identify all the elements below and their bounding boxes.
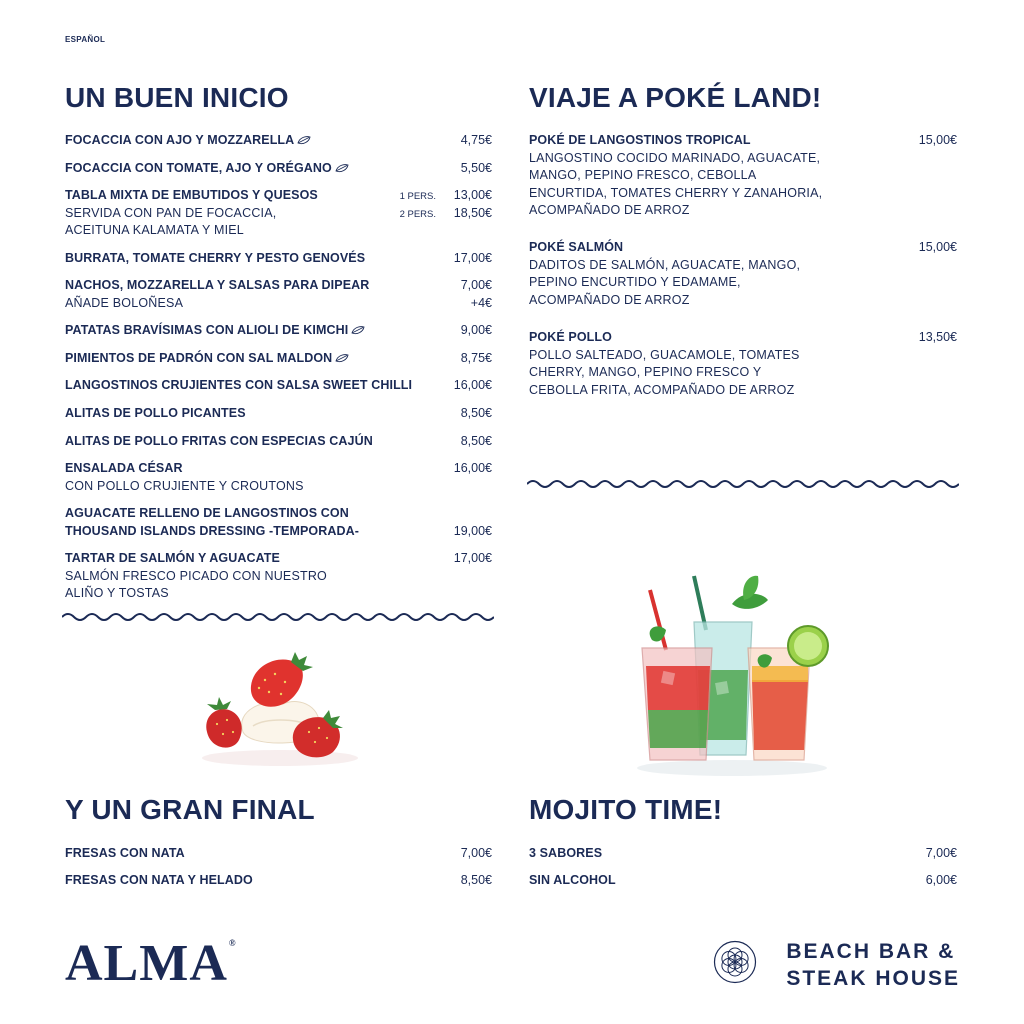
brand-name: ALMA xyxy=(65,935,228,992)
item-description: SERVIDA CON PAN DE FOCACCIA, xyxy=(65,205,277,220)
language-label: ESPAÑOL xyxy=(65,35,106,44)
item-name: ALITAS DE POLLO FRITAS CON ESPECIAS CAJÚN xyxy=(65,434,373,448)
item-name: TARTAR DE SALMÓN Y AGUACATE xyxy=(65,551,280,565)
item-name: POKÉ DE LANGOSTINOS TROPICAL xyxy=(529,133,751,147)
item-description: PEPINO ENCURTIDO Y EDAMAME, xyxy=(529,275,741,289)
tagline-line-1: BEACH BAR & xyxy=(786,940,956,963)
item-price: 8,50€ xyxy=(460,434,492,448)
item-price: +4€ xyxy=(470,295,492,310)
menu-item xyxy=(65,187,492,240)
wave-divider xyxy=(527,477,959,491)
item-description: SALMÓN FRESCO PICADO CON NUESTRO xyxy=(65,568,327,583)
item-description: CEBOLLA FRITA, ACOMPAÑADO DE ARROZ xyxy=(529,382,795,397)
poke-title: VIAJE A POKÉ LAND! xyxy=(529,82,822,113)
leaf-icon xyxy=(297,135,311,145)
item-price: 7,00€ xyxy=(925,846,957,860)
item-name: PATATAS BRAVÍSIMAS CON ALIOLI DE KIMCHI xyxy=(65,323,349,337)
menu-item xyxy=(65,460,492,495)
item-name: SIN ALCOHOL xyxy=(529,873,616,887)
item-price: 13,00€ xyxy=(453,188,492,202)
item-price: 7,00€ xyxy=(460,846,492,860)
item-name: ENSALADA CÉSAR xyxy=(65,461,183,475)
item-price: 8,75€ xyxy=(460,351,492,365)
item-name: NACHOS, MOZZARELLA Y SALSAS PARA DIPEAR xyxy=(65,278,370,292)
item-name: POKÉ SALMÓN xyxy=(529,240,624,254)
item-name: FRESAS CON NATA xyxy=(65,846,185,860)
menu-item xyxy=(65,132,492,150)
item-price: 9,00€ xyxy=(460,323,492,337)
menu-item xyxy=(65,160,492,178)
item-description: CON POLLO CRUJIENTE Y CROUTONS xyxy=(65,478,304,493)
mojito-title: MOJITO TIME! xyxy=(529,794,723,825)
menu-item xyxy=(65,872,492,890)
item-description: LANGOSTINO COCIDO MARINADO, AGUACATE, xyxy=(529,150,821,165)
menu-item xyxy=(65,377,492,395)
item-description: ACEITUNA KALAMATA Y MIEL xyxy=(65,223,244,237)
item-price: 4,75€ xyxy=(460,133,492,147)
item-price: 8,50€ xyxy=(460,406,492,420)
leaf-icon xyxy=(335,163,349,173)
starters-title: UN BUEN INICIO xyxy=(65,82,289,113)
menu-item xyxy=(65,433,492,451)
item-price: 17,00€ xyxy=(453,551,492,565)
item-name: ALITAS DE POLLO PICANTES xyxy=(65,406,246,420)
item-description: ENCURTIDA, TOMATES CHERRY Y ZANAHORIA, xyxy=(529,185,823,200)
menu-item xyxy=(65,250,492,268)
item-name: POKÉ POLLO xyxy=(529,330,612,344)
menu-item xyxy=(65,322,492,340)
item-price: 19,00€ xyxy=(453,523,492,538)
item-price: 16,00€ xyxy=(453,461,492,475)
item-price: 8,50€ xyxy=(460,873,492,887)
leaf-icon xyxy=(351,325,365,335)
strawberries-cream-illustration xyxy=(195,640,365,770)
item-name: LANGOSTINOS CRUJIENTES CON SALSA SWEET CHILLI xyxy=(65,378,413,392)
item-description: MANGO, PEPINO FRESCO, CEBOLLA xyxy=(529,168,757,182)
item-description: ALIÑO Y TOSTAS xyxy=(65,586,169,600)
menu-item xyxy=(65,350,492,368)
item-name-line2: THOUSAND ISLANDS DRESSING -TEMPORADA- xyxy=(65,523,359,538)
item-description: ACOMPAÑADO DE ARROZ xyxy=(529,292,690,307)
item-price: 7,00€ xyxy=(460,278,492,292)
item-price: 5,50€ xyxy=(460,161,492,175)
mojito-glasses-illustration xyxy=(632,570,847,780)
menu-item xyxy=(65,405,492,423)
item-price: 18,50€ xyxy=(453,205,492,220)
item-name: FOCACCIA CON AJO Y MOZZARELLA xyxy=(65,133,295,147)
item-name: TABLA MIXTA DE EMBUTIDOS Y QUESOS xyxy=(65,188,318,202)
menu-item xyxy=(65,550,492,603)
flower-of-life-icon xyxy=(713,940,757,984)
menu-item xyxy=(529,239,957,309)
item-description: ACOMPAÑADO DE ARROZ xyxy=(529,203,690,217)
item-price: 15,00€ xyxy=(918,133,957,147)
menu-item xyxy=(529,845,957,863)
item-price: 16,00€ xyxy=(453,378,492,392)
item-description: DADITOS DE SALMÓN, AGUACATE, MANGO, xyxy=(529,257,801,272)
tagline-line-2: STEAK HOUSE xyxy=(786,967,960,990)
item-name: PIMIENTOS DE PADRÓN CON SAL MALDON xyxy=(65,351,333,365)
item-description: CHERRY, MANGO, PEPINO FRESCO Y xyxy=(529,365,762,379)
item-description: AÑADE BOLOÑESA xyxy=(65,295,184,310)
portion-label: 2 PERS. xyxy=(399,208,436,220)
item-name: 3 SABORES xyxy=(529,846,603,860)
brand-tagline xyxy=(786,938,960,992)
item-price: 13,50€ xyxy=(918,330,957,344)
menu-item xyxy=(65,845,492,863)
item-name: AGUACATE RELLENO DE LANGOSTINOS CON xyxy=(65,506,349,520)
item-name: FOCACCIA CON TOMATE, AJO Y ORÉGANO xyxy=(65,161,332,175)
registered-mark: ® xyxy=(228,938,237,948)
item-name: BURRATA, TOMATE CHERRY Y PESTO GENOVÉS xyxy=(65,251,366,265)
item-price: 6,00€ xyxy=(925,873,957,887)
menu-item xyxy=(529,872,957,890)
menu-item xyxy=(65,505,492,540)
menu-item xyxy=(529,329,957,399)
leaf-icon xyxy=(335,353,349,363)
item-price: 15,00€ xyxy=(918,240,957,254)
brand-logo xyxy=(65,934,237,993)
menu-item xyxy=(65,277,492,312)
item-description: POLLO SALTEADO, GUACAMOLE, TOMATES xyxy=(529,347,800,362)
item-name: FRESAS CON NATA Y HELADO xyxy=(65,873,253,887)
portion-label: 1 PERS. xyxy=(399,191,436,202)
menu-item xyxy=(529,132,957,220)
item-price: 17,00€ xyxy=(453,251,492,265)
desserts-title: Y UN GRAN FINAL xyxy=(65,794,315,825)
wave-divider xyxy=(62,610,494,624)
